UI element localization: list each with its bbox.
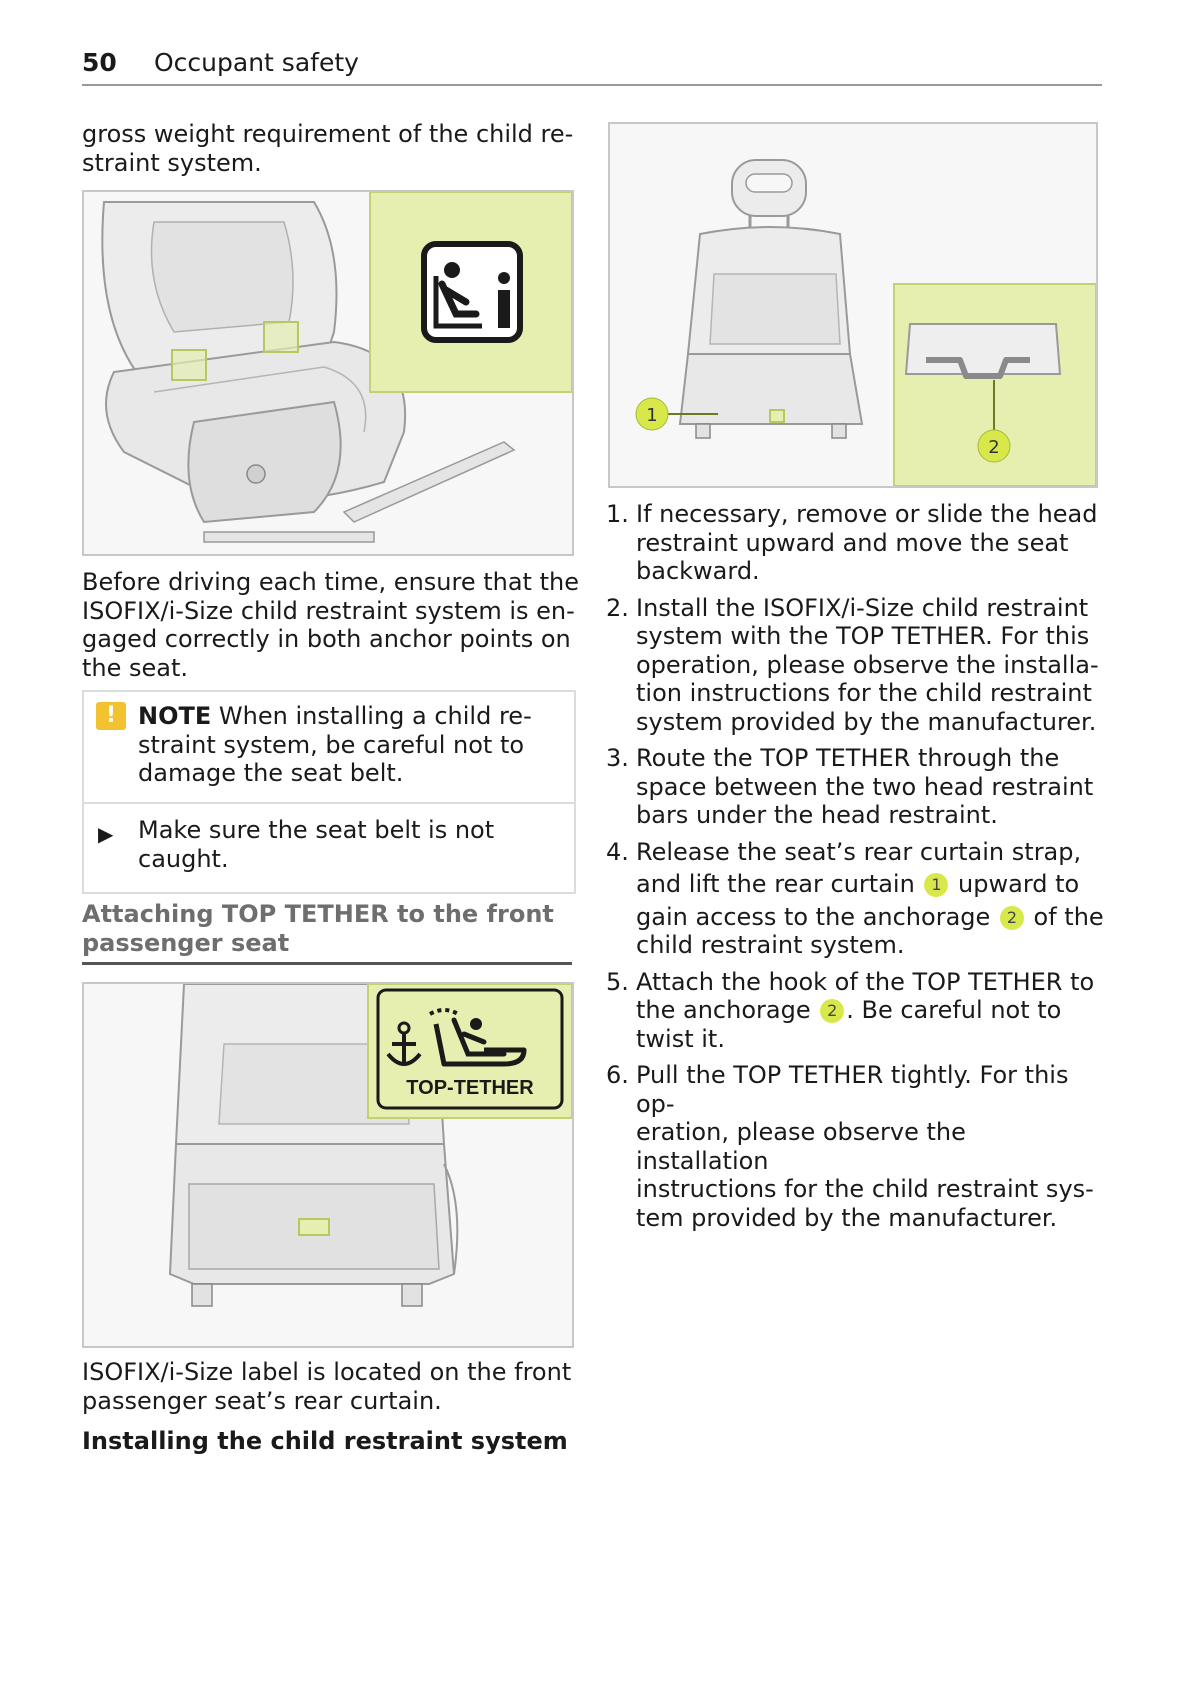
step-line: Route the TOP TETHER through the <box>636 744 1060 772</box>
step-line <box>636 903 1106 932</box>
intro-line: gross weight requirement of the child re- <box>82 120 574 148</box>
step-item <box>606 968 1106 1054</box>
intro-paragraph <box>82 120 582 177</box>
note-line: straint system, be careful not to <box>138 730 525 759</box>
step-item <box>606 744 1106 830</box>
step-line: backward. <box>636 557 760 585</box>
paragraph-line: gaged correctly in both anchor points on <box>82 625 571 653</box>
section-title: Occupant safety <box>154 48 359 77</box>
installing-heading <box>82 1427 582 1456</box>
paragraph-line: ISOFIX/i-Size child restraint system is en- <box>82 596 575 625</box>
warning-icon: ! <box>96 702 126 730</box>
step-item <box>606 838 1106 960</box>
callout-1-marker: 1 <box>924 873 948 897</box>
top-tether-label-figure <box>82 982 574 1348</box>
step-line: eration, please observe the installation <box>636 1118 966 1175</box>
note-label: NOTE <box>138 702 212 730</box>
step-line: If necessary, remove or slide the head <box>636 500 1098 528</box>
note-line: When installing a child re- <box>211 702 532 730</box>
step-line: Attach the hook of the TOP TETHER to <box>636 967 1095 996</box>
note-instruction <box>138 816 558 873</box>
step-text: and lift the rear curtain <box>636 870 923 898</box>
top-tether-badge-text: TOP-TETHER <box>406 1077 534 1099</box>
instruction-line: Make sure the seat belt is not <box>138 816 495 844</box>
intro-line: straint system. <box>82 148 262 177</box>
step-line: Pull the TOP TETHER tightly. For this op- <box>636 1061 1069 1118</box>
paragraph-line: ISOFIX/i-Size label is located on the front <box>82 1358 572 1386</box>
step-item <box>606 500 1106 586</box>
step-text: of the <box>1025 902 1104 931</box>
triangle-bullet-icon: ▶ <box>98 822 114 846</box>
step-number: 4. <box>606 837 629 866</box>
callout-2-marker: 2 <box>820 999 844 1023</box>
paragraph-line: the seat. <box>82 653 189 682</box>
step-line: tion instructions for the child restraint <box>636 679 1092 707</box>
seat-back-illustration <box>610 124 1096 486</box>
rear-curtain-figure <box>608 122 1098 488</box>
isofix-seat-illustration <box>84 192 572 554</box>
page-header <box>82 40 1102 86</box>
seat-rear-illustration <box>84 984 572 1346</box>
heading-text: Installing the child restraint system <box>82 1427 568 1455</box>
step-number: 5. <box>606 967 629 996</box>
step-number: 3. <box>606 744 629 772</box>
step-text: the anchorage <box>636 996 819 1024</box>
note-section <box>84 692 574 804</box>
note-box <box>82 690 576 894</box>
page-number: 50 <box>82 48 117 77</box>
label-location-paragraph <box>82 1358 582 1415</box>
section-subheading <box>82 900 572 965</box>
callout-2-marker: 2 <box>1000 906 1024 930</box>
note-text <box>138 702 558 788</box>
step-text: gain access to the anchorage <box>636 902 998 931</box>
subheading-line: Attaching TOP TETHER to the front <box>82 900 554 928</box>
step-number: 6. <box>606 1061 629 1089</box>
callout-1-label: 1 <box>646 405 658 426</box>
callout-2-label: 2 <box>988 437 1000 458</box>
step-line: twist it. <box>636 1024 725 1053</box>
paragraph-line: Before driving each time, ensure that the <box>82 568 579 596</box>
step-text: upward to <box>950 870 1080 898</box>
instruction-line: caught. <box>138 844 229 873</box>
step-line: system with the TOP TETHER. For this <box>636 622 1090 650</box>
step-item <box>606 594 1106 737</box>
step-text: . Be careful not to <box>846 996 1062 1024</box>
step-line: Install the ISOFIX/i-Size child restraint <box>636 593 1089 622</box>
step-line <box>636 870 1106 899</box>
step-line: restraint upward and move the seat <box>636 528 1069 557</box>
isofix-seat-figure <box>82 190 574 556</box>
step-number: 2. <box>606 593 629 622</box>
subheading-line: passenger seat <box>82 928 290 957</box>
paragraph-line: passenger seat’s rear curtain. <box>82 1386 442 1415</box>
step-line: Release the seat’s rear curtain strap, <box>636 837 1082 866</box>
step-number: 1. <box>606 500 629 528</box>
note-line: damage the seat belt. <box>138 759 404 787</box>
step-line: tem provided by the manufacturer. <box>636 1203 1058 1232</box>
installation-steps <box>606 500 1106 1240</box>
before-driving-paragraph <box>82 568 582 682</box>
step-line: instructions for the child restraint sys- <box>636 1175 1094 1203</box>
step-line: operation, please observe the installa- <box>636 650 1099 679</box>
step-line: bars under the head restraint. <box>636 801 998 829</box>
step-line: child restraint system. <box>636 931 905 959</box>
step-line <box>636 996 1106 1025</box>
step-line: system provided by the manufacturer. <box>636 707 1097 736</box>
step-line: space between the two head restraint <box>636 772 1094 801</box>
step-item <box>606 1061 1106 1232</box>
